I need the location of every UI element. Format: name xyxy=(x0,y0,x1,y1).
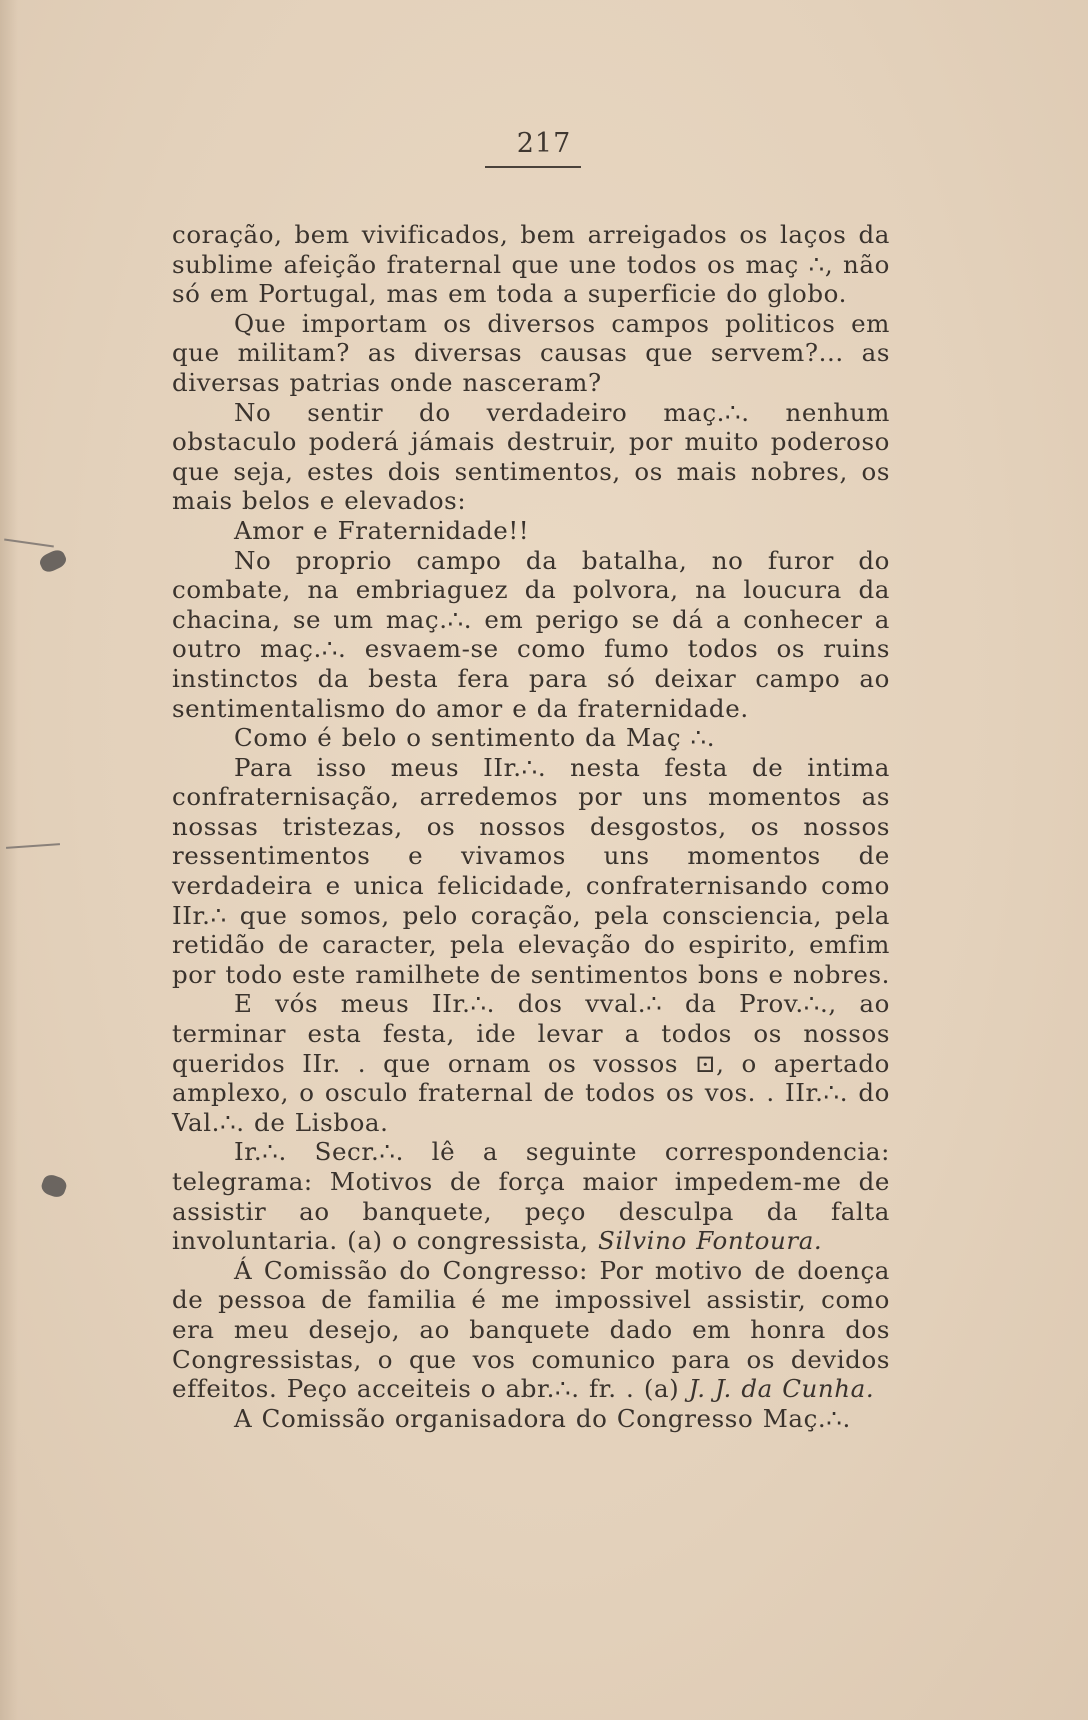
binding-hole-mark xyxy=(37,547,68,574)
signature-name: Silvino Fontoura. xyxy=(597,1226,823,1256)
paragraph-text: Para isso meus IIr.∴. nesta festa de intima confraternisação, arredemos por uns momentos as nossas tristezas, os nossos desgostos, os nossos ressentimentos e vivamos uns momentos de verdadeira e unica felicidade, confraternisando como IIr.∴ que somos, pelo coração, pela consciencia, pela retidão de caracter, pela elevação do espirito, emfim por todo este ramilhete de sentimentos bons e nobres. xyxy=(172,752,890,989)
page-number-underline xyxy=(485,166,581,168)
paragraph xyxy=(172,309,890,398)
paragraph-text: No proprio campo da batalha, no furor do combate, na embriaguez da polvora, na loucura da chacina, se um maç.∴. em perigo se dá a conhecer a outro maç.∴. esvaem-se como fumo todos os ruins instinctos da besta fera para só deixar campo ao sentimentalismo do amor e da fraternidade. xyxy=(172,545,890,723)
paragraph-text: Amor e Fraternidade!! xyxy=(234,515,530,545)
paragraph xyxy=(172,989,890,1137)
paragraph-text: A Comissão organisadora do Congresso Maç.∴. xyxy=(234,1403,851,1433)
paragraph-text: E vós meus IIr.∴. dos vval.∴ da Prov.∴., ao terminar esta festa, ide levar a todos os nossos queridos IIr. . que ornam os vossos ⊡, o apertado amplexo, o osculo fraternal de todos os vos. . IIr.∴. do Val.∴. de Lisboa. xyxy=(172,989,890,1137)
paragraph xyxy=(172,516,890,546)
paragraph-text: Que importam os diversos campos politicos em que militam? as diversas causas que servem?... as diversas patrias onde nasceram? xyxy=(172,308,890,397)
body-text xyxy=(172,220,890,1433)
page-number: 217 xyxy=(516,128,572,159)
paragraph-text: coração, bem vivificados, bem arreigados os laços da sublime afeição fraternal que une todos os maç ∴, não só em Portugal, mas em toda a superficie do globo. xyxy=(172,220,890,309)
signature-name: J. J. da Cunha. xyxy=(688,1374,875,1404)
paragraph xyxy=(172,546,890,724)
paragraph xyxy=(172,220,890,309)
paragraph-text: Ir.∴. Secr.∴. lê a seguinte correspondencia: telegrama: Motivos de força maior impedem-me de assistir ao banquete, peço desculpa da falta involuntaria. (a) o congressista, xyxy=(172,1137,890,1256)
binding-hole-mark xyxy=(39,1172,68,1199)
spine-shadow xyxy=(0,0,18,1720)
paragraph-text: No sentir do verdadeiro maç.∴. nenhum obstaculo poderá jámais destruir, por muito poderoso que seja, estes dois sentimentos, os mais nobres, os mais belos e elevados: xyxy=(172,397,890,516)
paragraph xyxy=(172,753,890,990)
paragraph-text: Á Comissão do Congresso: Por motivo de doença de pessoa de familia é me impossivel assistir, como era meu desejo, ao banquete dado em honra dos Congressistas, o que vos comunico para os devidos effeitos. Peço acceiteis o abr.∴. fr. . (a) xyxy=(172,1255,890,1404)
paragraph xyxy=(172,398,890,516)
paragraph xyxy=(172,723,890,753)
paragraph xyxy=(172,1256,890,1404)
paragraph xyxy=(172,1404,890,1434)
paragraph-text: Como é belo o sentimento da Maç ∴. xyxy=(234,723,716,753)
paragraph xyxy=(172,1137,890,1255)
